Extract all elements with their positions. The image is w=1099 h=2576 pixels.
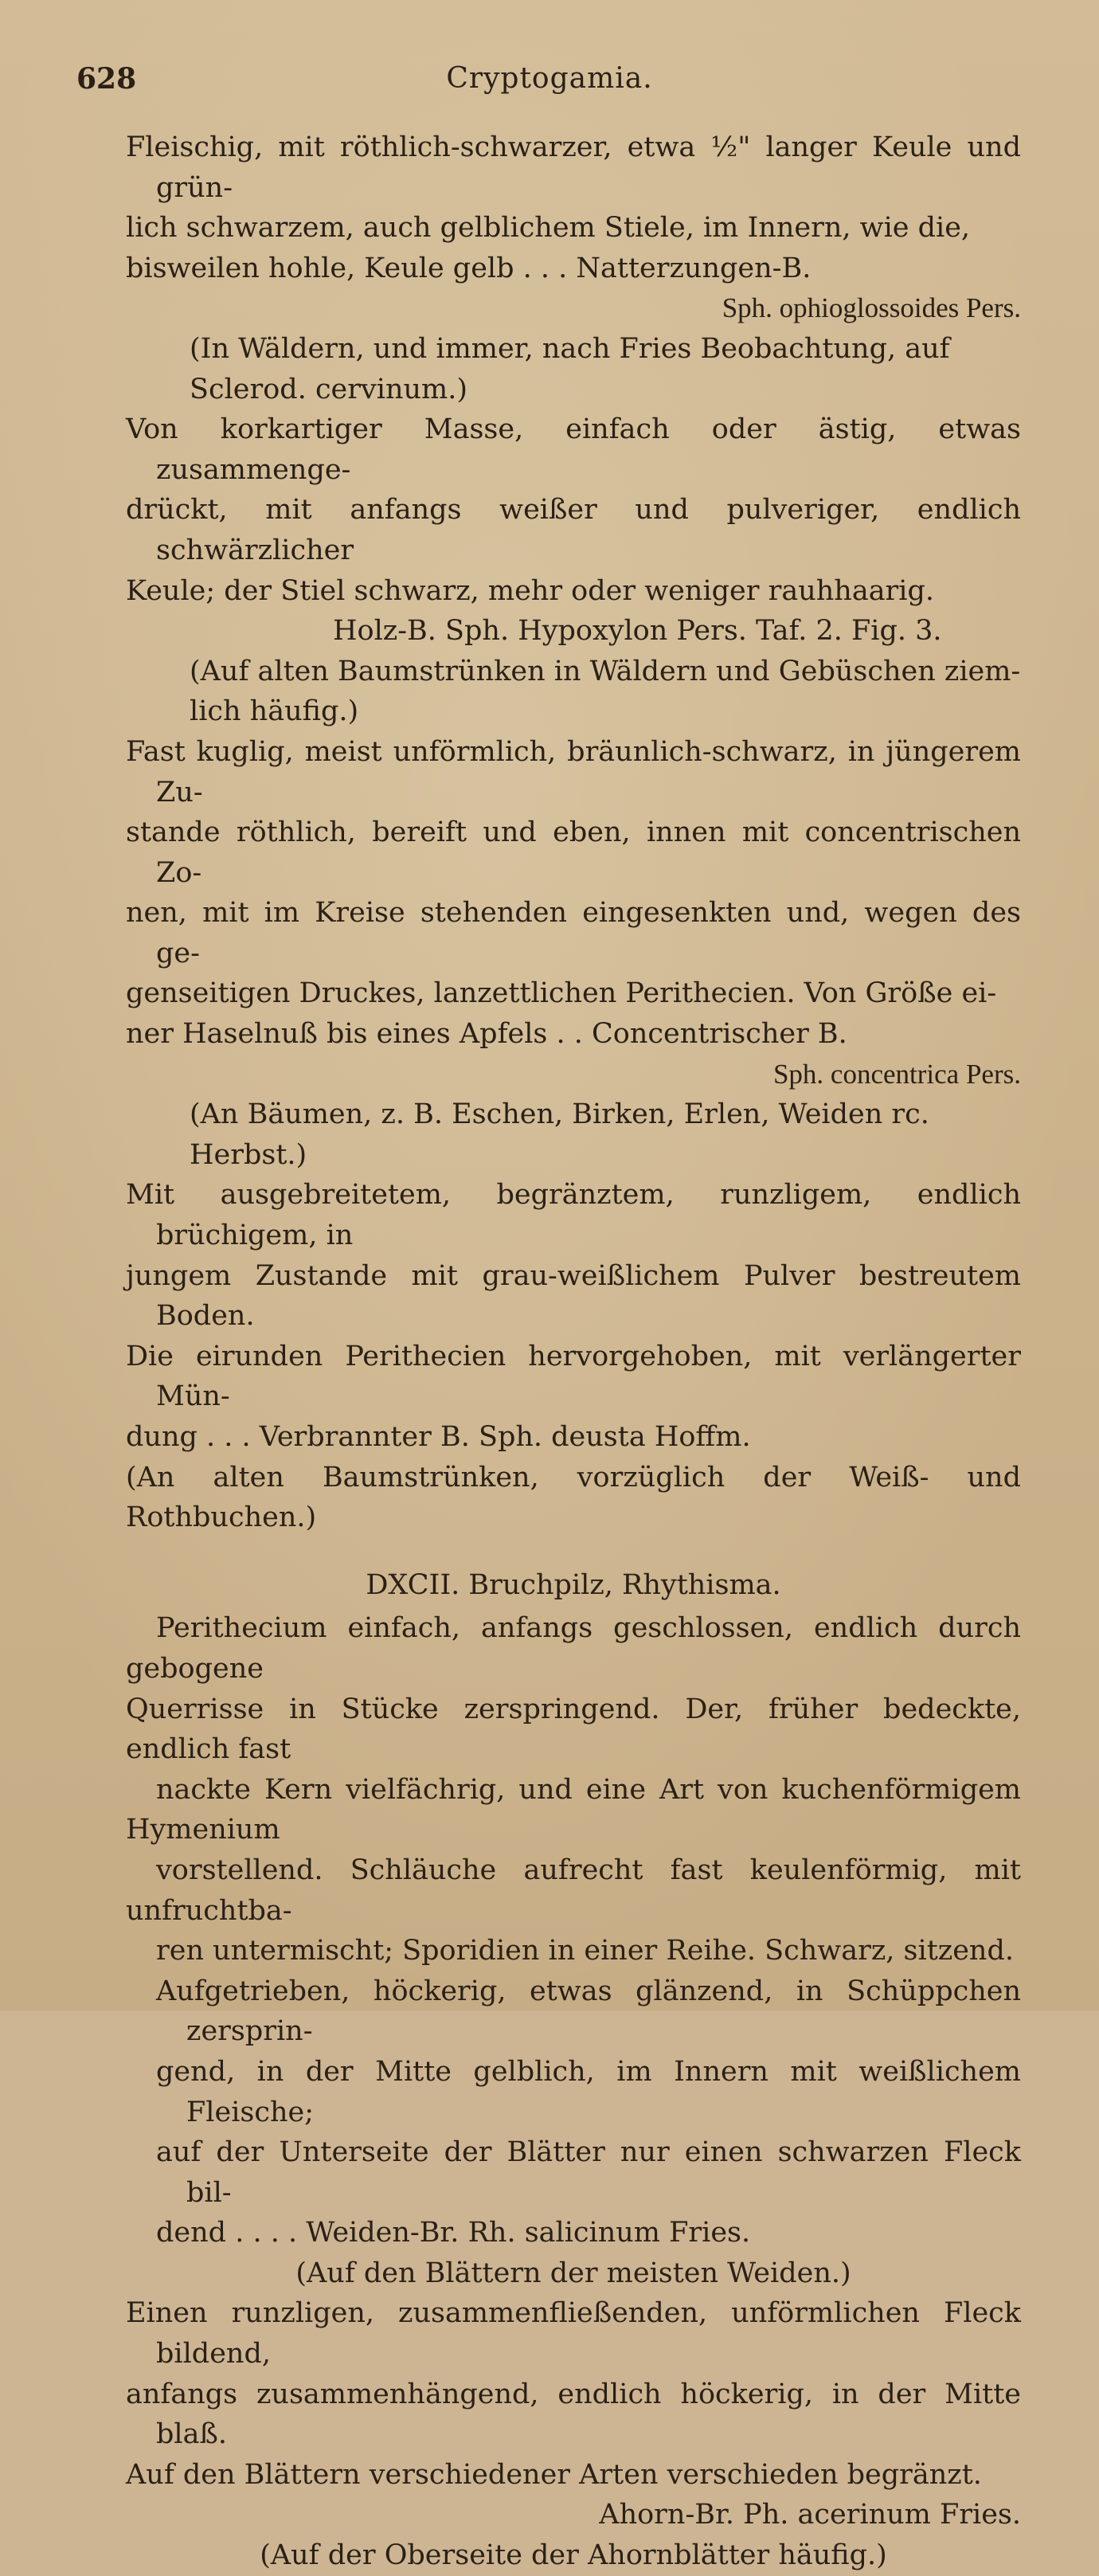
text-line: drückt, mit anfangs weißer und pulveriger, endlich schwärzlicher [126,494,1021,566]
habitat-note [126,2535,1021,2576]
species-name-line: Holz-B. Sph. Hypoxylon Pers. Taf. 2. Fig. 3. [333,615,942,648]
text-line: Herbst.) [190,1138,307,1171]
habitat-note [142,1094,1021,1175]
text-line: dung . . . Verbrannter B. Sph. deusta Hoffm. [126,1421,751,1453]
text-line: Von korkartiger Masse, einfach oder ästig, etwas zusammenge- [126,413,1021,486]
text-line: Die eirunden Perithecien hervorgehoben, mit verlängerter Mün- [126,1340,1021,1413]
text-line: Keule; der Stiel schwarz, mehr oder weniger rauhhaarig. [126,574,935,607]
habitat-note [126,2253,1021,2294]
text-line: dend . . . . Weiden-Br. Rh. salicinum Fries. [156,2217,751,2249]
text-line: Fleischig, mit röthlich-schwarzer, etwa ½" langer Keule und grün- [126,131,1021,204]
species-latin-name: Sph. concentrica Pers. [772,1058,1021,1090]
habitat-note [142,329,1021,409]
text-line: (An alten Baumstrünken, vorzüglich der Weiß- und Rothbuchen.) [126,1461,1021,1534]
text-line: nen, mit im Kreise stehenden eingesenkten und, wegen des ge- [126,897,1021,969]
species-description [126,127,1021,288]
text-line: auf der Unterseite der Blätter nur einen schwarzen Fleck bil- [156,2136,1021,2209]
text-line: (Auf alten Baumstrünken in Wäldern und Gebüschen ziem- [190,655,1021,687]
text-line: ner Haselnuß bis eines Apfels . . Concentrischer B. [126,1018,847,1051]
text-line: vorstellend. Schläuche aufrecht fast keulenförmig, mit unfruchtba- [126,1854,1021,1927]
text-line: (An Bäumen, z. B. Eschen, Birken, Erlen, Weiden rc. [190,1098,929,1131]
text-line: Einen runzligen, zusammenfließenden, unförmlichen Fleck bildend, [126,2297,1021,2370]
habitat-note [142,652,1021,732]
page-header [76,62,1023,110]
species-description [126,1175,1021,1457]
species-latin-name: Ahorn-Br. Ph. acerinum Fries. [599,2499,1021,2531]
text-line: Sclerod. cervinum.) [190,373,468,405]
text-line: lich häufig.) [190,695,359,728]
text-line: anfangs zusammenhängend, endlich höckerig, in der Mitte blaß. [126,2378,1021,2451]
text-line: gend, in der Mitte gelblich, im Innern mit weißlichem Fleische; [156,2055,1021,2128]
page-number: 628 [76,62,137,96]
text-line: jungem Zustande mit grau-weißlichem Pulver bestreutem Boden. [126,1259,1021,1333]
page-body [126,127,1021,2576]
species-description [126,409,1021,611]
text-line: nackte Kern vielfächrig, und eine Art von kuchenförmigem Hymenium [126,1773,1021,1846]
text-line: Auf den Blättern verschiedener Arten verschieden begränzt. [126,2458,982,2491]
species-description [126,732,1021,1055]
text-line: (Auf der Oberseite der Ahornblätter häufig.) [260,2539,887,2572]
text-line: (Auf den Blättern der meisten Weiden.) [295,2257,851,2289]
text-line: ren untermischt; Sporidien in einer Reihe. Schwarz, sitzend. [156,1935,1014,1967]
text-line: bisweilen hohle, Keule gelb . . . Natterzungen-B. [126,252,812,284]
text-line: Querrisse in Stücke zerspringend. Der, früher bedeckte, endlich fast [126,1693,1021,1766]
text-line: stande röthlich, bereift und eben, innen mit concentrischen Zo- [126,816,1021,889]
genus-description [126,1608,1021,1971]
text-line: Fast kuglig, meist unförmlich, bräunlich-schwarz, in jüngerem Zu- [126,735,1021,808]
text-line: (In Wäldern, und immer, nach Fries Beobachtung, auf [190,332,950,365]
text-line: Mit ausgebreitetem, begränztem, runzligem, endlich brüchigem, in [126,1179,1021,1252]
running-title: Cryptogamia. [446,62,653,95]
genus-heading: DXCII. Bruchpilz, Rhythisma. [366,1568,781,1601]
text-line: lich schwarzem, auch gelblichem Stiele, im Innern, wie die, [126,212,971,245]
habitat-note [126,1458,1021,1538]
species-latin-name: Sph. ophioglossoides Pers. [722,292,1021,324]
text-line: genseitigen Druckes, lanzettlichen Perithecien. Von Größe ei- [126,977,997,1010]
species-description [126,2293,1021,2495]
species-description [156,1971,1021,2253]
text-line: Aufgetrieben, höckerig, etwas glänzend, in Schüppchen zersprin- [156,1975,1021,2048]
text-line: Perithecium einfach, anfangs geschlossen, endlich durch gebogene [126,1612,1021,1685]
